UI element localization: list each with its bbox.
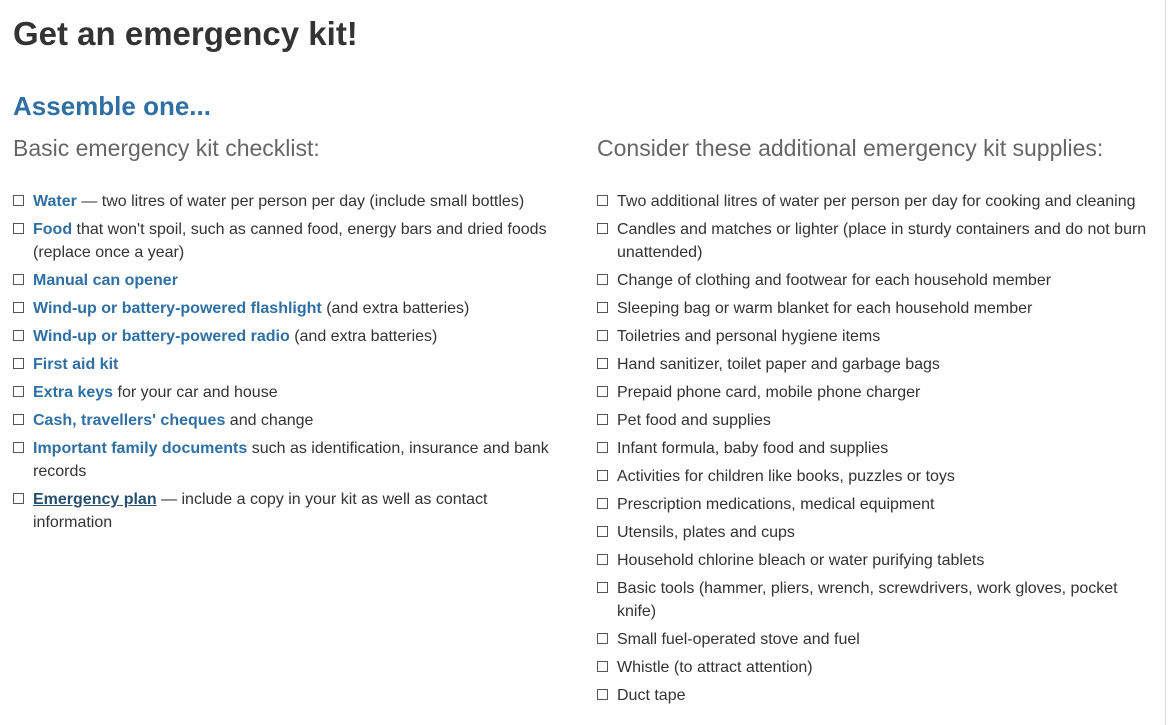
food-link[interactable]: Food [33,221,73,238]
list-item [597,269,1157,292]
item-text: for your car and house [113,384,278,401]
list-item [597,628,1157,651]
item-text: Whistle (to attract attention) [617,659,813,676]
checkbox-icon[interactable] [13,330,24,341]
page-title: Get an emergency kit! [13,15,358,52]
checkbox-icon[interactable] [597,195,608,206]
item-text: Prescription medications, medical equipment [617,496,935,513]
additional-supplies-heading: Consider these additional emergency kit supplies: [597,135,1104,161]
checkbox-icon[interactable] [13,302,24,313]
list-item [597,381,1157,404]
list-item [597,325,1157,348]
item-text: (and extra batteries) [321,300,470,317]
item-text: such as identification, insurance and bank records [33,440,549,480]
item-text: Two additional litres of water per person per day for cooking and cleaning [617,193,1136,210]
checkbox-icon[interactable] [13,274,24,285]
checkbox-icon[interactable] [597,661,608,672]
checkbox-icon[interactable] [597,554,608,565]
checkbox-icon[interactable] [597,498,608,509]
item-text: Utensils, plates and cups [617,524,795,541]
checkbox-icon[interactable] [597,689,608,700]
family-documents-link[interactable]: Important family documents [33,440,248,457]
list-item [13,190,565,213]
extra-keys-link[interactable]: Extra keys [33,384,114,401]
list-item [597,684,1157,707]
item-text: (and extra batteries) [289,328,438,345]
list-item [13,269,565,292]
list-item [13,381,565,404]
item-text: Prepaid phone card, mobile phone charger [617,384,921,401]
checkbox-icon[interactable] [13,442,24,453]
checkbox-icon[interactable] [597,442,608,453]
checkbox-icon[interactable] [597,470,608,481]
list-item [13,297,565,320]
water-link[interactable]: Water [33,193,77,210]
checkbox-icon[interactable] [597,302,608,313]
item-text: Pet food and supplies [617,412,771,429]
radio-link[interactable]: Wind-up or battery-powered radio [33,328,290,345]
list-item [597,656,1157,679]
checkbox-icon[interactable] [13,414,24,425]
list-item [597,465,1157,488]
item-text: Duct tape [617,687,686,704]
checkbox-icon[interactable] [13,358,24,369]
checkbox-icon[interactable] [597,330,608,341]
basic-kit-column [13,133,565,539]
cash-link[interactable]: Cash, travellers' cheques [33,412,226,429]
item-text: Basic tools (hammer, pliers, wrench, screwdrivers, work gloves, pocket knife) [617,580,1118,620]
additional-supplies-column [597,133,1157,712]
checkbox-icon[interactable] [597,414,608,425]
list-item [13,437,565,483]
list-item [597,297,1157,320]
checkbox-icon[interactable] [13,223,24,234]
item-text: and change [225,412,314,429]
checkbox-icon[interactable] [13,386,24,397]
emergency-plan-link[interactable]: Emergency plan [33,491,157,508]
item-text: Sleeping bag or warm blanket for each household member [617,300,1033,317]
list-item [13,409,565,432]
item-text: Toiletries and personal hygiene items [617,328,881,345]
list-item [597,577,1157,623]
item-text: — two litres of water per person per day (include small bottles) [76,193,525,210]
list-item [13,488,565,534]
checkbox-icon[interactable] [597,223,608,234]
checkbox-icon[interactable] [597,582,608,593]
item-text: Activities for children like books, puzzles or toys [617,468,955,485]
list-item [13,353,565,376]
item-text: Hand sanitizer, toilet paper and garbage bags [617,356,940,373]
can-opener-link[interactable]: Manual can opener [33,272,178,289]
item-text: Candles and matches or lighter (place in sturdy containers and do not burn unattended) [617,221,1147,261]
checkbox-icon[interactable] [597,274,608,285]
list-item [597,409,1157,432]
list-item [13,325,565,348]
checkbox-icon[interactable] [597,386,608,397]
first-aid-kit-link[interactable]: First aid kit [33,356,119,373]
item-text: that won't spoil, such as canned food, energy bars and dried foods (replace once a year) [33,221,547,261]
list-item [597,353,1157,376]
additional-supplies-list [597,190,1157,707]
list-item [13,218,565,264]
list-item [597,493,1157,516]
item-text: Change of clothing and footwear for each household member [617,272,1052,289]
item-text: — include a copy in your kit as well as contact information [33,491,488,531]
list-item [597,521,1157,544]
item-text: Household chlorine bleach or water purifying tablets [617,552,985,569]
item-text: Infant formula, baby food and supplies [617,440,889,457]
checkbox-icon[interactable] [597,358,608,369]
checkbox-icon[interactable] [597,526,608,537]
list-item [597,549,1157,572]
checkbox-icon[interactable] [13,195,24,206]
basic-kit-heading: Basic emergency kit checklist: [13,135,320,161]
checkbox-icon[interactable] [13,493,24,504]
flashlight-link[interactable]: Wind-up or battery-powered flashlight [33,300,322,317]
item-text: Small fuel-operated stove and fuel [617,631,860,648]
basic-kit-list [13,190,565,534]
list-item [597,190,1157,213]
list-item [597,218,1157,264]
list-item [597,437,1157,460]
section-subtitle: Assemble one... [13,91,211,121]
checkbox-icon[interactable] [597,633,608,644]
